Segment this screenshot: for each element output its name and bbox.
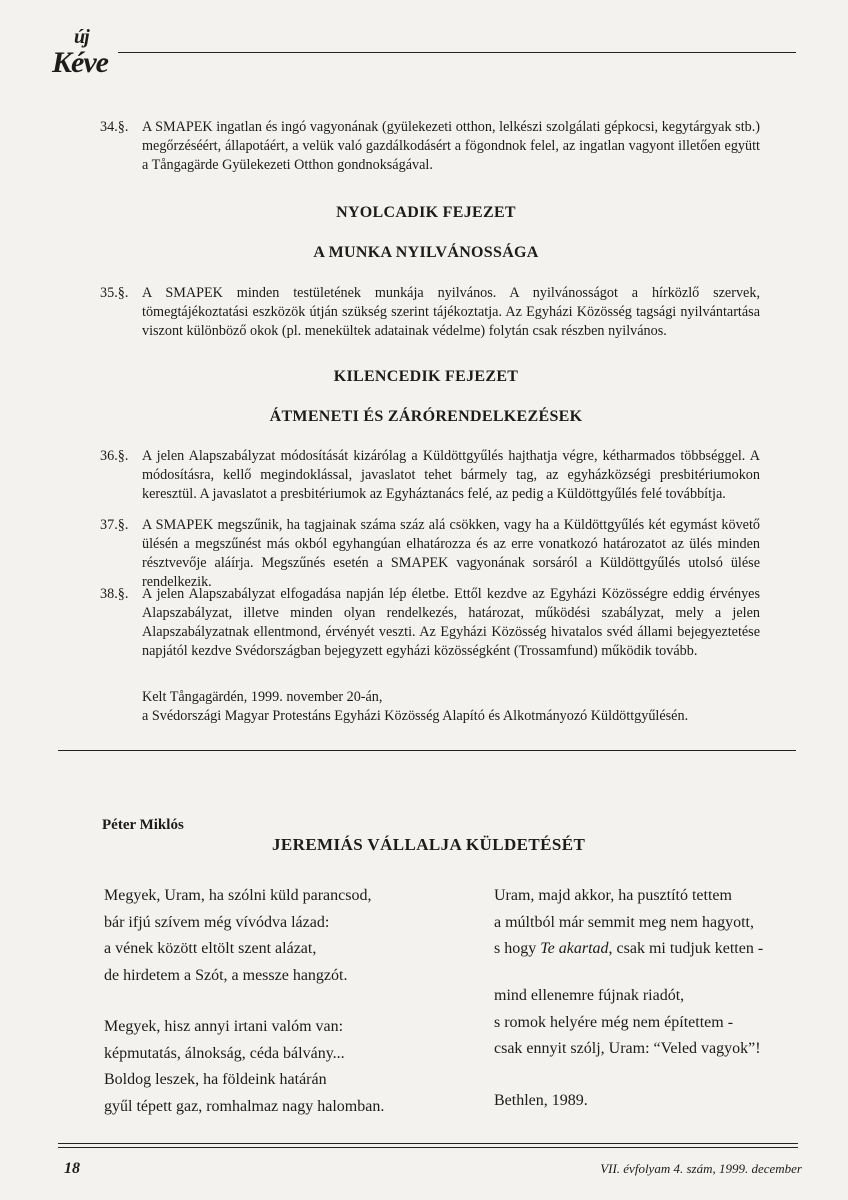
section-number: 36.§. — [100, 448, 129, 464]
header-rule — [118, 52, 796, 53]
section-number: 34.§. — [100, 119, 129, 135]
chapter-9-title: KILENCEDIK FEJEZET — [333, 368, 519, 385]
poem-line-part: s hogy — [494, 940, 541, 957]
section-number: 35.§. — [100, 285, 129, 301]
poem-line: s romok helyére még nem építettem - — [494, 1013, 734, 1031]
poem-line: Megyek, Uram, ha szólni küld parancsod, — [104, 887, 372, 904]
poem-line: Boldog leszek, ha földeink határán — [104, 1071, 327, 1088]
chapter-9-subtitle: ÁTMENETI ÉS ZÁRÓRENDELKEZÉSEK — [269, 408, 583, 425]
logo-prefix: új — [74, 26, 89, 48]
footer-rule — [58, 1143, 798, 1144]
stanza-3 — [494, 883, 763, 963]
poem-line — [494, 936, 763, 963]
poem-line: de hirdetem a Szót, a messze hangzót. — [104, 966, 348, 984]
poem-line: bár ifjú szívem még vívódva lázad: — [104, 913, 330, 931]
section-divider — [58, 750, 796, 751]
chapter-8-subtitle: A MUNKA NYILVÁNOSSÁGA — [313, 244, 539, 261]
poem-signature: Bethlen, 1989. — [494, 1092, 588, 1109]
poem-line: képmutatás, álnokság, céda bálvány... — [104, 1044, 345, 1062]
poem-author: Péter Miklós — [102, 817, 184, 833]
section-text: A SMAPEK ingatlan és ingó vagyonának (gyülekezeti otthon, lelkészi szolgálati gépkocsi, kegytárgyak stb.) megőrzéséért, állapotáért, a velük való gazdálkodásért a fögondnok felel, az ingatlan vagyont illetően együtt a Tångagärde Gyülekezeti Otthon gondnokságával. — [142, 119, 760, 173]
stanza-2 — [104, 1014, 384, 1120]
section-number: 38.§. — [100, 586, 129, 602]
poem-line: a vének között eltölt szent alázat, — [104, 940, 317, 957]
poem-emphasis: Te akartad — [540, 940, 609, 957]
poem-line: Megyek, hisz annyi irtani valóm van: — [104, 1018, 344, 1035]
page-number: 18 — [64, 1160, 80, 1177]
dated-place — [142, 688, 688, 726]
chapter-8-title: NYOLCADIK FEJEZET — [336, 204, 516, 221]
poem-line: gyűl tépett gaz, romhalmaz nagy halomban. — [104, 1097, 385, 1115]
poem-line: mind ellenemre fújnak riadót, — [494, 987, 685, 1004]
poem-line: Uram, majd akkor, ha pusztító tettem — [494, 887, 732, 904]
poem-line: csak ennyit szólj, Uram: “Veled vagyok”! — [494, 1040, 761, 1057]
section-text: A SMAPEK minden testületének munkája nyilvános. A nyilvánosságot a hírközlő szervek, tömegtájékoztatási eszközök útján szükség szerint tájékoztatja. Az Egyházi Közösség tagsági nyilvántartása viszont különböző okok (pl. menekültek adatainak védelme) folytán csak részben nyilvános. — [142, 285, 760, 339]
poem-line-part: , csak mi tudjuk ketten - — [608, 940, 764, 957]
section-text: A SMAPEK megszűnik, ha tagjainak száma száz alá csökken, vagy ha a Küldöttgyűlés két egymást követő ülésén a megszűnést más okból egyhangúan elhatározza és az erre vonatkozó határozatot az ülés minden résztvevője aláírja. Megszűnés esetén a SMAPEK vagyonának sorsáról a Küldöttgyűlés utolsó ülése rendelkezik. — [142, 517, 760, 590]
dated-line-2: a Svédországi Magyar Protestáns Egyházi Közösség Alapító és Alkotmányozó Küldöttgyűlésén. — [142, 708, 689, 724]
journal-logo — [52, 26, 108, 80]
section-text: A jelen Alapszabályzat elfogadása napján lép életbe. Ettől kezdve az Egyházi Közösségre eddig érvényes Alapszabályzat, illetve minden olyan rendelkezés, határozat, működési szabályzat, mely a jelen Alapszabályzatnak ellentmond, érvényét veszti. Az Egyházi Közösség hivatalos svéd állami bejegyeztetése napjától kezdve Svédországban bejegyzett egyházi közösségként (Trossamfund) működik tovább. — [142, 586, 760, 659]
stanza-4 — [494, 983, 761, 1063]
section-text: A jelen Alapszabályzat módosítását kizárólag a Küldöttgyűlés hajthatja végre, kétharmados többséggel. A módosításra, kellő megindoklással, javaslatot tehet bármely tag, az egyházközségi presbitériumokon keresztül. A javaslatot a presbitériumok az Egyháztanács felé, az pedig a Küldöttgyűlés felé továbbítja. — [142, 448, 760, 502]
issue-info: VII. évfolyam 4. szám, 1999. december — [600, 1161, 802, 1176]
dated-line-1: Kelt Tångagärdén, 1999. november 20-án, — [142, 689, 383, 705]
poem-line: a múltból már semmit meg nem hagyott, — [494, 913, 754, 931]
logo-title: Kéve — [52, 46, 108, 79]
section-number: 37.§. — [100, 517, 129, 533]
poem-title: JEREMIÁS VÁLLALJA KÜLDETÉSÉT — [272, 835, 586, 854]
stanza-1 — [104, 883, 371, 989]
footer-rule — [58, 1147, 798, 1148]
